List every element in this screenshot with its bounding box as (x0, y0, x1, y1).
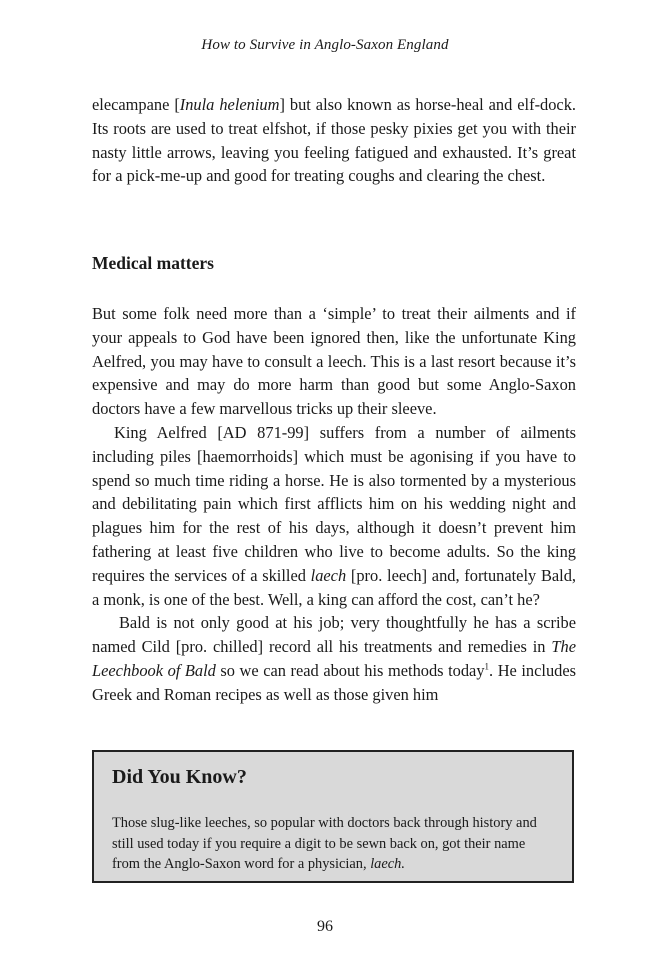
footnote-marker[interactable]: 1 (484, 661, 490, 672)
latin-plant-name: Inula helenium (179, 95, 280, 114)
paragraph-3-middle: so we can read about his methods today (215, 660, 485, 680)
did-you-know-title: Did You Know? (112, 766, 247, 788)
section-heading: Medical matters (92, 253, 214, 273)
intro-paragraph (92, 93, 576, 188)
did-you-know-text-start: Those slug-like leeches, so popular with doctors back through history and still used today if you require a digit to be sewn back on, got their name from the Anglo-Saxon word for a physician, (112, 815, 537, 873)
intro-text-start: elecampane [ (92, 95, 180, 114)
paragraph-2-end: [pro. leech] and, fortunately Bald, a monk, is one of the best. Well, a king can afford the cost, can’t he? (92, 565, 576, 609)
did-you-know-text (112, 813, 556, 875)
paragraph-3-start: Bald is not only good at his job; very thoughtfully he has a scribe named Cild [pro. chilled] record all his treatments and remedies in (92, 613, 576, 657)
page-number: 96 (317, 918, 333, 935)
paragraph-1: But some folk need more than a ‘simple’ to treat their ailments and if your appeals to God have been ignored then, like the unfortunate King Aelfred, you may have to consult a leech. This is a last resort because it’s expensive and may do more harm than good but some Anglo-Saxon doctors have a few marvellous tricks up their sleeve. (92, 304, 576, 419)
term-laech: laech (310, 565, 347, 585)
did-you-know-term: laech. (370, 856, 405, 873)
paragraph-2 (92, 421, 576, 611)
body-text (92, 302, 576, 707)
book-title: The Leechbook of Bald (92, 637, 576, 680)
paragraph-2-start: King Aelfred [AD 871-99] suffers from a number of ailments including piles [haemorrhoids] which must be agonising if you have to spend so much time riding a horse. He is also tormented by a mysterious and debilitating pain which first afflicts him on his wedding night and plagues him for the rest of his days, although it doesn’t prevent him fathering at least five children who live to become adults. So the king requires the services of a skilled (92, 422, 576, 585)
paragraph-3 (92, 611, 576, 706)
did-you-know-box (92, 750, 574, 883)
paragraph-3-end: . He includes Greek and Roman recipes as well as those given him (92, 660, 576, 704)
intro-text-end: ] but also known as horse-heal and elf-dock. Its roots are used to treat elfshot, if those pesky pixies get you with their nasty little arrows, leaving you feeling fatigued and exhausted. It’s great for a pick-me-up and good for treating coughs and clearing the chest. (92, 95, 576, 186)
running-head: How to Survive in Anglo-Saxon England (201, 37, 449, 53)
